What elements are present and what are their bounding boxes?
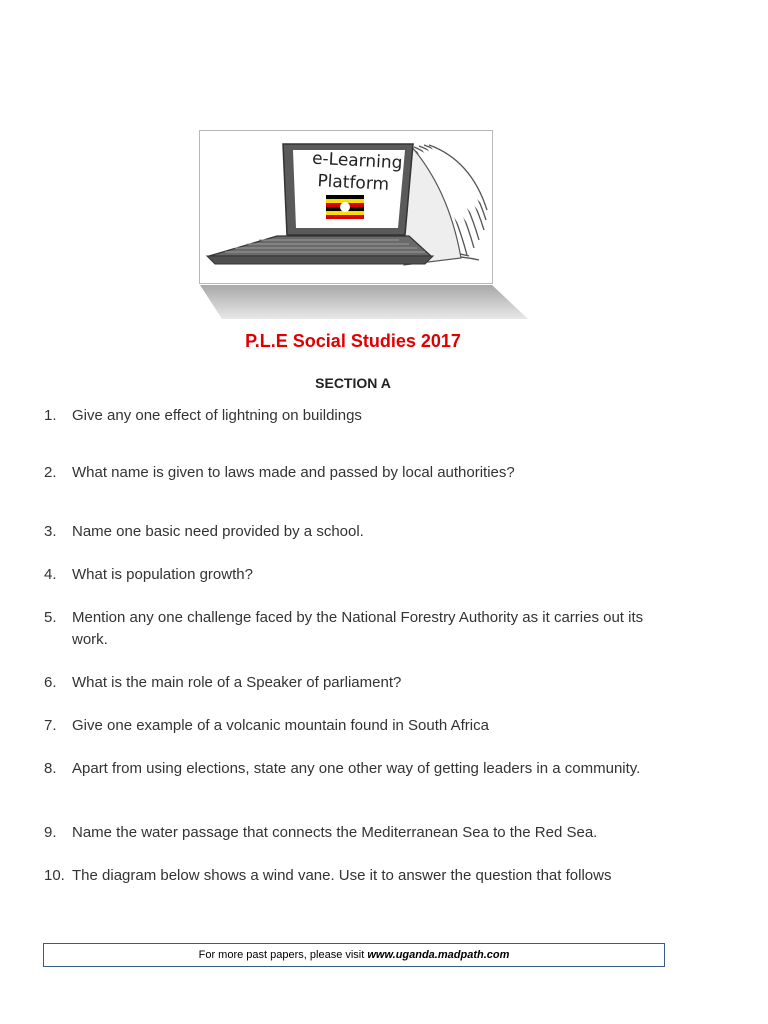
question-text: Apart from using elections, state any one other way of getting leaders in a community. bbox=[72, 760, 641, 777]
logo-text-line2: Platform bbox=[316, 171, 390, 195]
question-number: 10. bbox=[44, 867, 65, 884]
question-number: 1. bbox=[44, 407, 57, 424]
footer-website-link[interactable]: www.uganda.madpath.com bbox=[367, 949, 510, 961]
question-text: Mention any one challenge faced by the National Forestry Authority as it carries out its work. bbox=[72, 609, 644, 648]
question-number: 7. bbox=[44, 717, 57, 734]
question-text: What is the main role of a Speaker of parliament? bbox=[72, 674, 402, 691]
question-text: What name is given to laws made and passed by local authorities? bbox=[72, 464, 515, 481]
question-number: 4. bbox=[44, 566, 57, 583]
question-number: 9. bbox=[44, 824, 57, 841]
question-number: 3. bbox=[44, 523, 57, 540]
section-heading: SECTION A bbox=[315, 375, 391, 391]
question-number: 2. bbox=[44, 464, 57, 481]
question-text: The diagram below shows a wind vane. Use it to answer the question that follows bbox=[72, 867, 612, 884]
uganda-flag-icon bbox=[326, 195, 364, 219]
elearning-logo bbox=[199, 130, 493, 284]
question-text: What is population growth? bbox=[72, 566, 253, 583]
question-text: Give one example of a volcanic mountain found in South Africa bbox=[72, 717, 489, 734]
question-number: 8. bbox=[44, 760, 57, 777]
page-title: P.L.E Social Studies 2017 bbox=[245, 331, 461, 351]
question-number: 6. bbox=[44, 674, 57, 691]
laptop-book-illustration bbox=[199, 130, 493, 284]
question-text: Name one basic need provided by a school. bbox=[72, 523, 364, 540]
question-text: Give any one effect of lightning on buildings bbox=[72, 407, 362, 424]
question-number: 5. bbox=[44, 609, 57, 626]
footer-text: For more past papers, please visit bbox=[198, 949, 368, 961]
logo-text-line1: e-Learning bbox=[311, 148, 403, 174]
logo-shadow bbox=[200, 285, 530, 323]
question-text: Name the water passage that connects the Mediterranean Sea to the Red Sea. bbox=[72, 824, 598, 841]
footer-box bbox=[43, 943, 665, 967]
